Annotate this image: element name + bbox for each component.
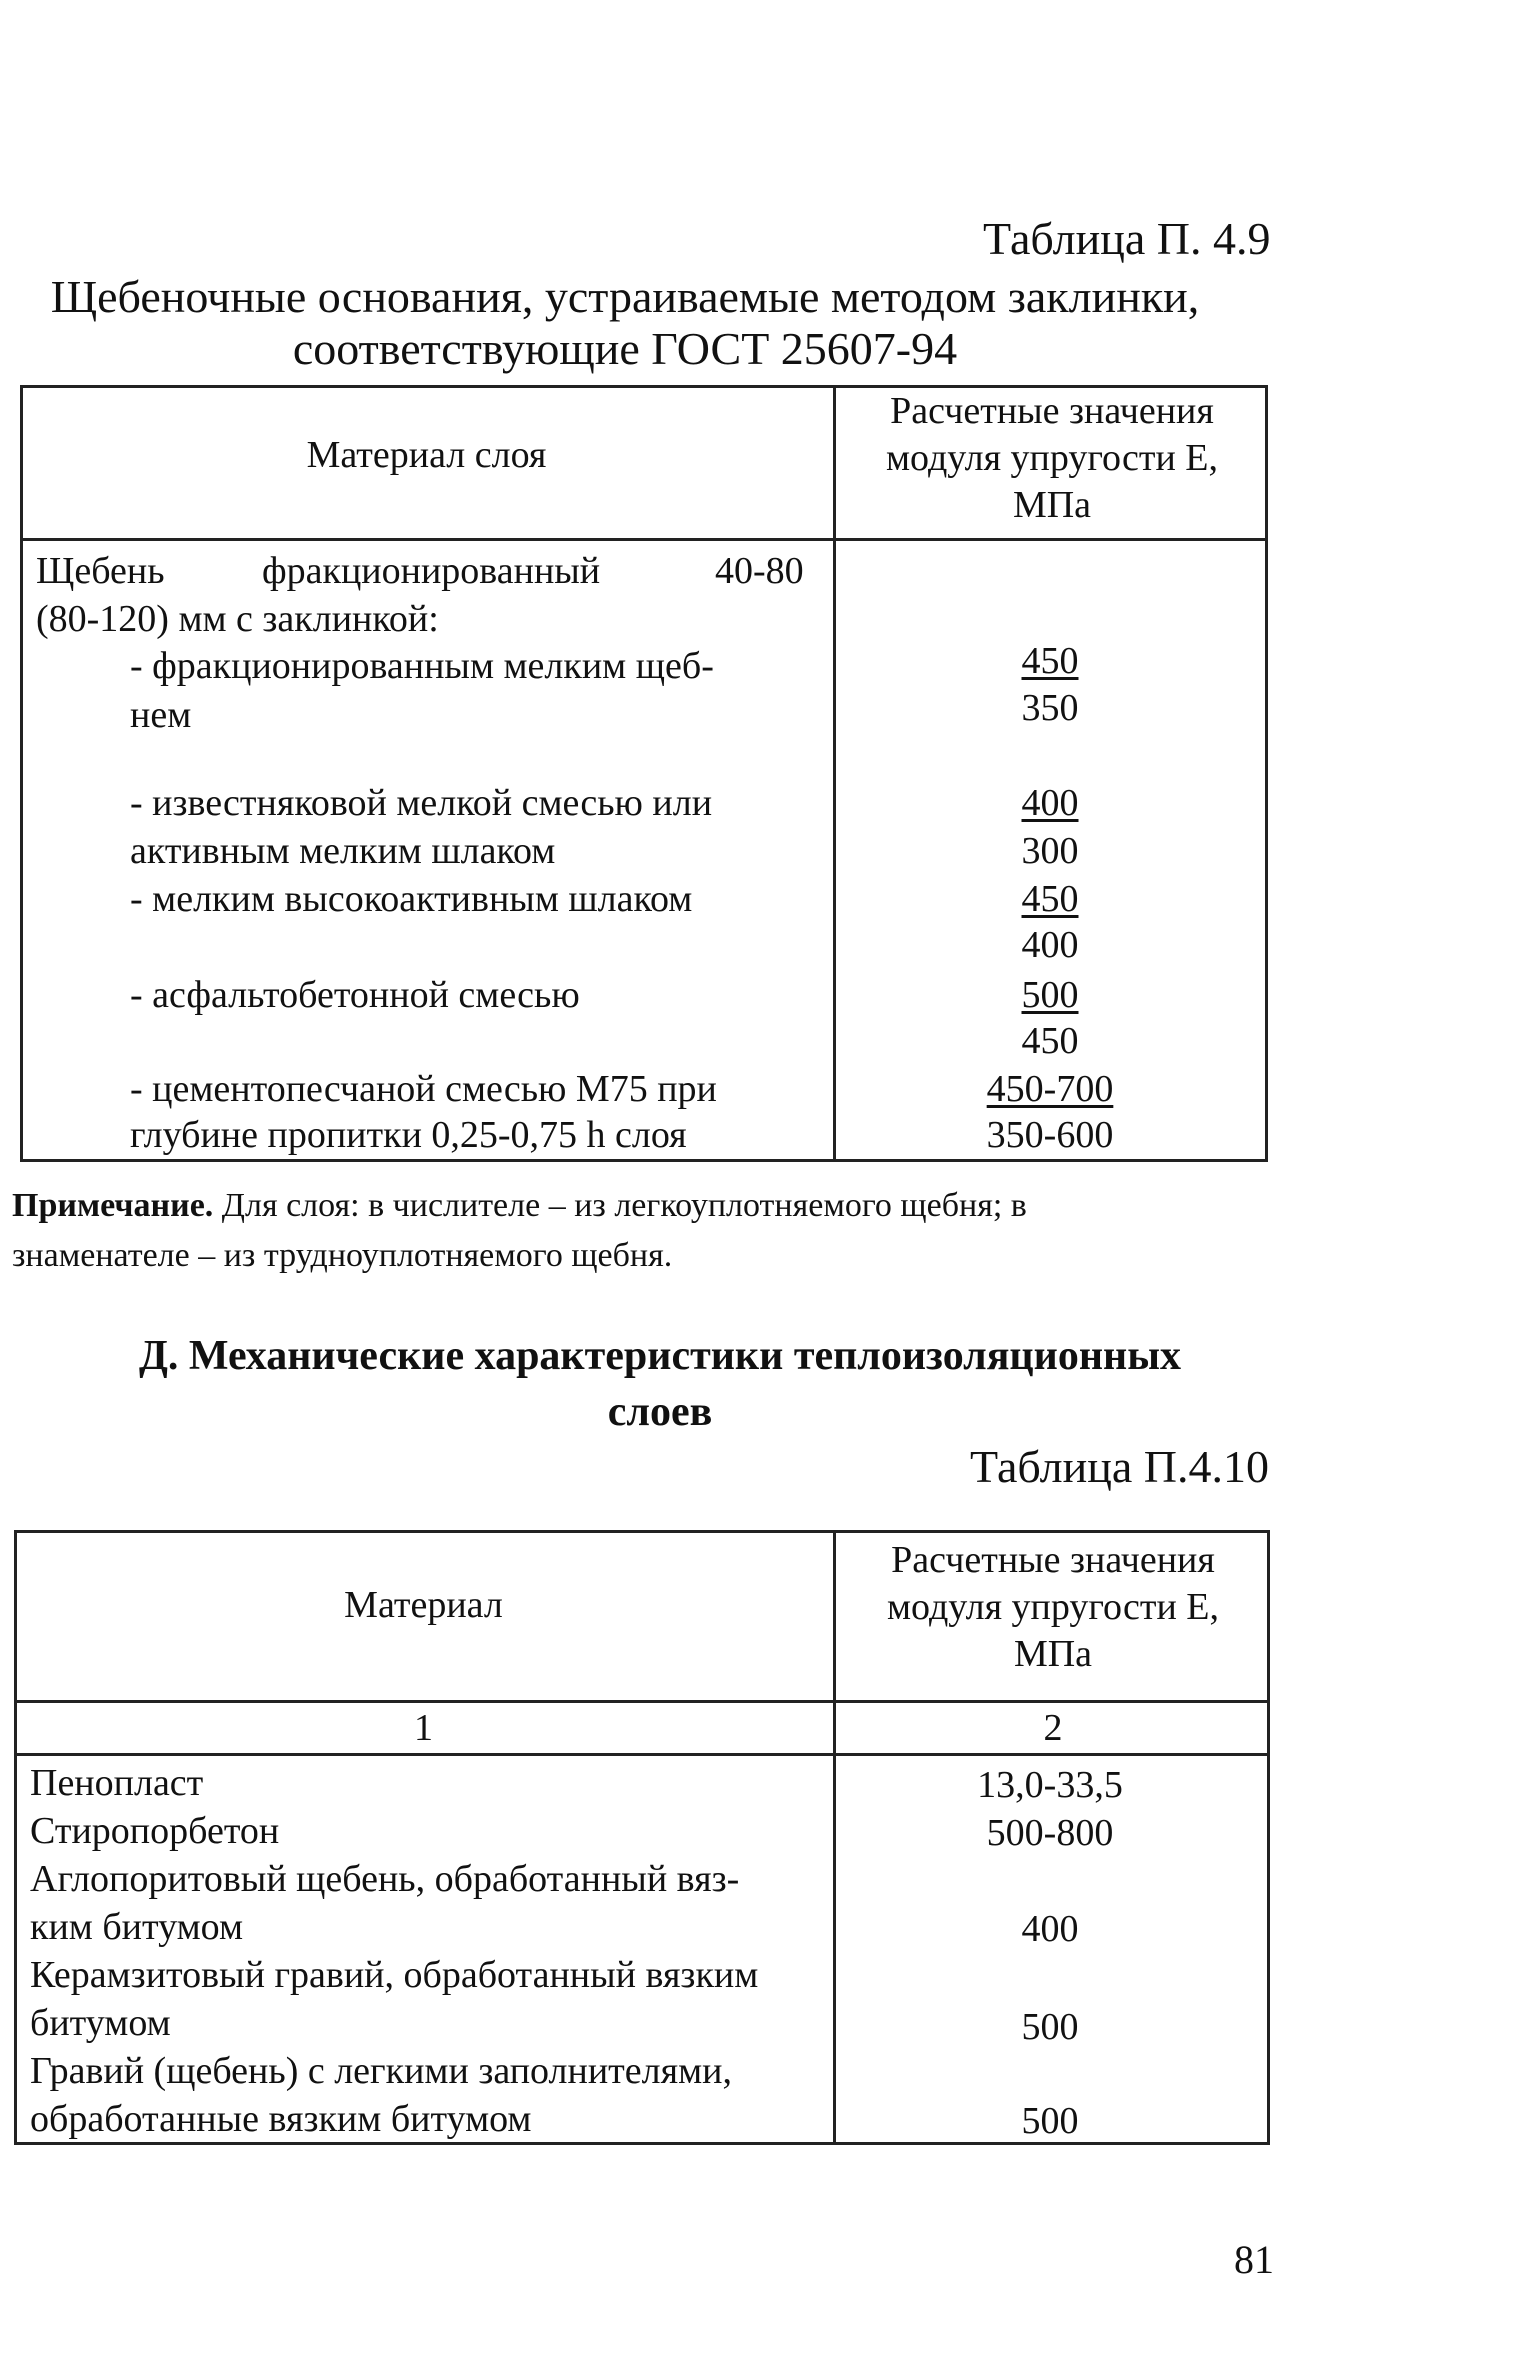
table2-row4-text-line1: Керамзитовый гравий, обработанный вязким: [30, 1954, 759, 1996]
row5-numerator: 450-700: [986, 1068, 1114, 1110]
row1-numerator: 450: [1021, 640, 1079, 682]
header-modulus-line2: модуля упругости Е,: [886, 437, 1218, 479]
row1-text-line2: нем: [130, 694, 192, 736]
table2-row2-text: Стиропорбетон: [30, 1810, 280, 1852]
table2-row1-value: 13,0-33,5: [977, 1764, 1123, 1806]
row3-text-line1: - мелким высокоактивным шлаком: [130, 878, 693, 920]
table-title-line1: Щебеночные основания, устраиваемые методом заклинки,: [50, 271, 1200, 322]
table2-header-material: Материал: [344, 1584, 503, 1626]
table-title-line2: соответствующие ГОСТ 25607-94: [292, 323, 958, 374]
header-material: Материал слоя: [306, 434, 547, 476]
table2-header-modulus-line3: МПа: [1013, 1633, 1093, 1675]
table2-label: Таблица П.4.10: [970, 1441, 1269, 1492]
table2-row2-value: 500-800: [986, 1812, 1114, 1854]
row4-text-line1: - асфальтобетонной смесью: [130, 974, 580, 1016]
note-line2: знаменателе – из трудноуплотняемого щебня.: [12, 1237, 673, 1274]
table2-row5-text-line2: обработанные вязким битумом: [30, 2098, 532, 2140]
row1-denominator: 350: [1021, 687, 1079, 729]
row4-denominator: 450: [1021, 1020, 1079, 1062]
row5-text-line2: глубине пропитки 0,25-0,75 h слоя: [130, 1114, 687, 1156]
table2-colnum-2: 2: [1043, 1707, 1063, 1749]
table2-colnum-1: 1: [414, 1707, 433, 1749]
row1-text-line1: - фракционированным мелким щеб-: [130, 645, 714, 687]
table-label: Таблица П. 4.9: [983, 213, 1271, 264]
table2-row4-value: 500: [1021, 2006, 1079, 2048]
table2-row4-text-line2: битумом: [30, 2002, 171, 2044]
row5-text-line1: - цементопесчаной смесью М75 при: [130, 1068, 717, 1110]
intro-line2: (80-120) мм с заклинкой:: [36, 598, 439, 640]
table2-header-modulus-line2: модуля упругости Е,: [887, 1586, 1219, 1628]
row2-text-line2: активным мелким шлаком: [130, 830, 556, 872]
table-2-header-divider: [14, 1700, 1270, 1703]
table-2-colnum-divider: [14, 1753, 1270, 1756]
row5-denominator: 350-600: [986, 1114, 1114, 1156]
row3-denominator: 400: [1021, 924, 1079, 966]
row4-numerator: 500: [1021, 974, 1079, 1016]
note-text: Для слоя: в числителе – из легкоуплотняемого щебня; в: [213, 1187, 1027, 1224]
note-line1: [12, 1182, 1272, 1230]
table2-row5-text-line1: Гравий (щебень) с легкими заполнителями,: [30, 2050, 732, 2092]
note-label: Примечание.: [12, 1187, 214, 1224]
page-number: 81: [1234, 2237, 1274, 2282]
section-heading-line1: Д. Механические характеристики теплоизоляционных: [138, 1333, 1182, 1379]
table2-header-modulus-line1: Расчетные значения: [891, 1539, 1215, 1581]
table2-row3-text-line2: ким битумом: [30, 1906, 243, 1948]
section-heading-line2: слоев: [607, 1389, 713, 1435]
header-modulus-line3: МПа: [1012, 484, 1092, 526]
table2-row3-value: 400: [1021, 1908, 1079, 1950]
table2-row1-text: Пенопласт: [30, 1762, 204, 1804]
row2-denominator: 300: [1021, 830, 1079, 872]
row2-numerator: 400: [1021, 782, 1079, 824]
table-1-header-divider: [20, 538, 1268, 541]
table2-row5-value: 500: [1021, 2100, 1079, 2142]
intro-fraction: фракционированный: [262, 550, 601, 592]
intro-word: Щебень: [36, 550, 165, 592]
row3-numerator: 450: [1021, 878, 1079, 920]
intro-size: 40-80: [715, 550, 804, 592]
row2-text-line1: - известняковой мелкой смесью или: [130, 782, 713, 824]
header-modulus-line1: Расчетные значения: [890, 390, 1214, 432]
table2-row3-text-line1: Аглопоритовый щебень, обработанный вяз-: [30, 1858, 740, 1900]
